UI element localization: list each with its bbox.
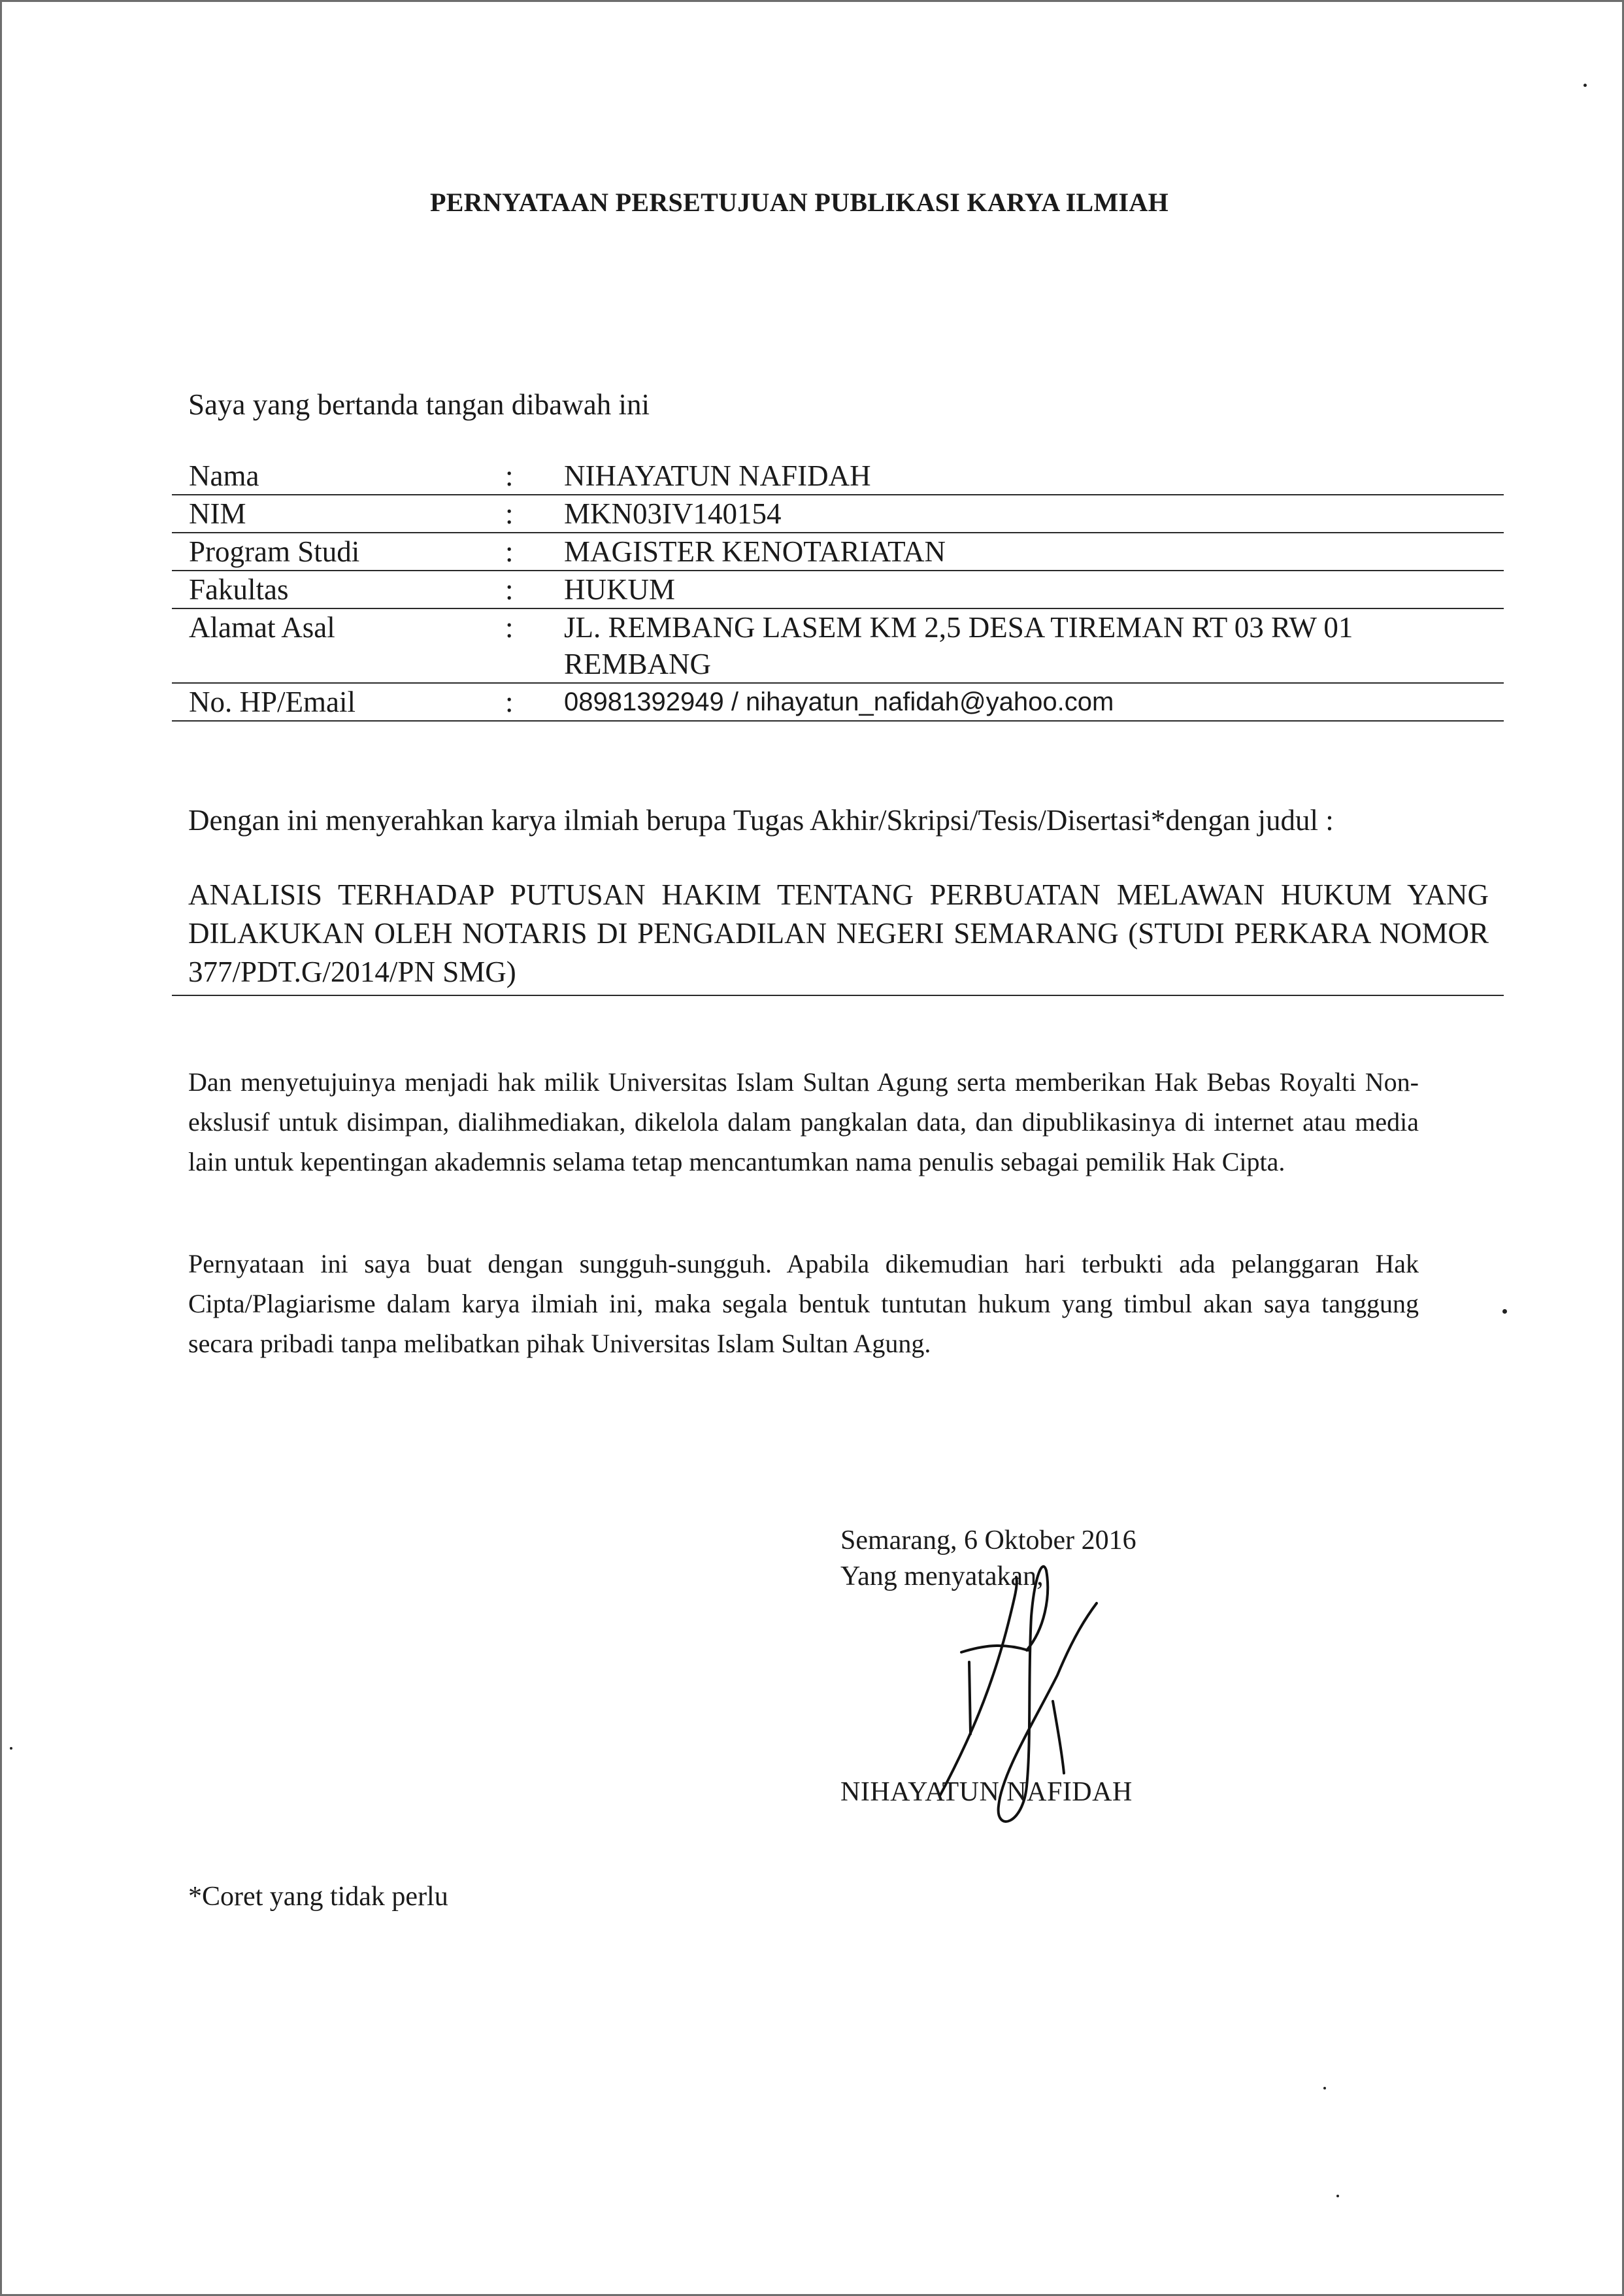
identity-value: MKN03IV140154: [564, 497, 782, 530]
identity-label: Fakultas: [189, 573, 289, 606]
liability-paragraph: Pernyataan ini saya buat dengan sungguh-sungguh. Apabila dikemudian hari terbukti ada pelanggaran Hak Cipta/Plagiarisme dalam karya ilmiah ini, maka segala bentuk tuntutan hukum yang timbul akan saya tanggung secara pribadi tanpa melibatkan pihak Universitas Islam Sultan Agung.: [188, 1249, 1419, 1358]
identity-label: Nama: [189, 459, 259, 492]
identity-value-contact: 08981392949 / nihayatun_nafidah@yahoo.com: [564, 688, 1114, 716]
place-date: Semarang, 6 Oktober 2016: [840, 1525, 1136, 1556]
identity-colon: :: [505, 497, 514, 530]
signatory-name: NIHAYATUN NAFIDAH: [840, 1777, 1133, 1807]
consent-paragraph: Dan menyetujuinya menjadi hak milik Universitas Islam Sultan Agung serta memberikan Hak Bebas Royalti Non-ekslusif untuk disimpan, dialihmediakan, dikelola dalam pangkalan data, dan dipublikasinya di internet atau media lain untuk kepentingan akademnis selama tetap mencantumkan nama penulis sebagai pemilik Hak Cipta.: [188, 1067, 1419, 1176]
identity-value: HUKUM: [564, 573, 676, 606]
identity-label: No. HP/Email: [189, 686, 356, 718]
identity-row-program: [172, 533, 1504, 571]
identity-label: Alamat Asal: [189, 611, 335, 644]
identity-colon: :: [505, 686, 514, 718]
identity-table: [172, 458, 1504, 722]
identity-row-nim: [172, 495, 1504, 533]
scan-speck: [10, 1747, 12, 1750]
stated-by: Yang menyatakan,: [840, 1561, 1044, 1591]
intro-text: Saya yang bertanda tangan dibawah ini: [188, 388, 650, 421]
scan-speck: [1583, 84, 1587, 87]
scan-speck: [1502, 1309, 1507, 1314]
identity-label: NIM: [189, 497, 246, 530]
thesis-title-rule: [172, 995, 1504, 996]
address-line-1: JL. REMBANG LASEM KM 2,5 DESA TIREMAN RT 03 RW 01: [564, 611, 1353, 644]
address-line-2: REMBANG: [564, 648, 712, 680]
thesis-title: ANALISIS TERHADAP PUTUSAN HAKIM TENTANG PERBUATAN MELAWAN HUKUM YANG DILAKUKAN OLEH NOTARIS DI PENGADILAN NEGERI SEMARANG (STUDI PERKARA NOMOR 377/PDT.G/2014/PN SMG): [188, 878, 1489, 988]
submission-text: Dengan ini menyerahkan karya ilmiah berupa Tugas Akhir/Skripsi/Tesis/Disertasi*dengan judul :: [188, 804, 1334, 837]
identity-label: Program Studi: [189, 535, 360, 568]
identity-value-address: [564, 609, 1504, 682]
identity-colon: :: [505, 611, 514, 644]
identity-value: MAGISTER KENOTARIATAN: [564, 535, 946, 568]
identity-colon: :: [505, 535, 514, 568]
scan-speck: [1323, 2087, 1326, 2089]
footnote: *Coret yang tidak perlu: [188, 1882, 448, 1912]
identity-colon: :: [505, 573, 514, 606]
identity-row-address: [172, 609, 1504, 684]
identity-value: NIHAYATUN NAFIDAH: [564, 459, 871, 492]
document-title: PERNYATAAN PERSETUJUAN PUBLIKASI KARYA ILMIAH: [429, 188, 1169, 217]
identity-row-name: [172, 458, 1504, 495]
scan-speck: [1336, 2195, 1339, 2197]
identity-row-faculty: [172, 571, 1504, 609]
identity-colon: :: [505, 459, 514, 492]
identity-row-contact: [172, 684, 1504, 722]
